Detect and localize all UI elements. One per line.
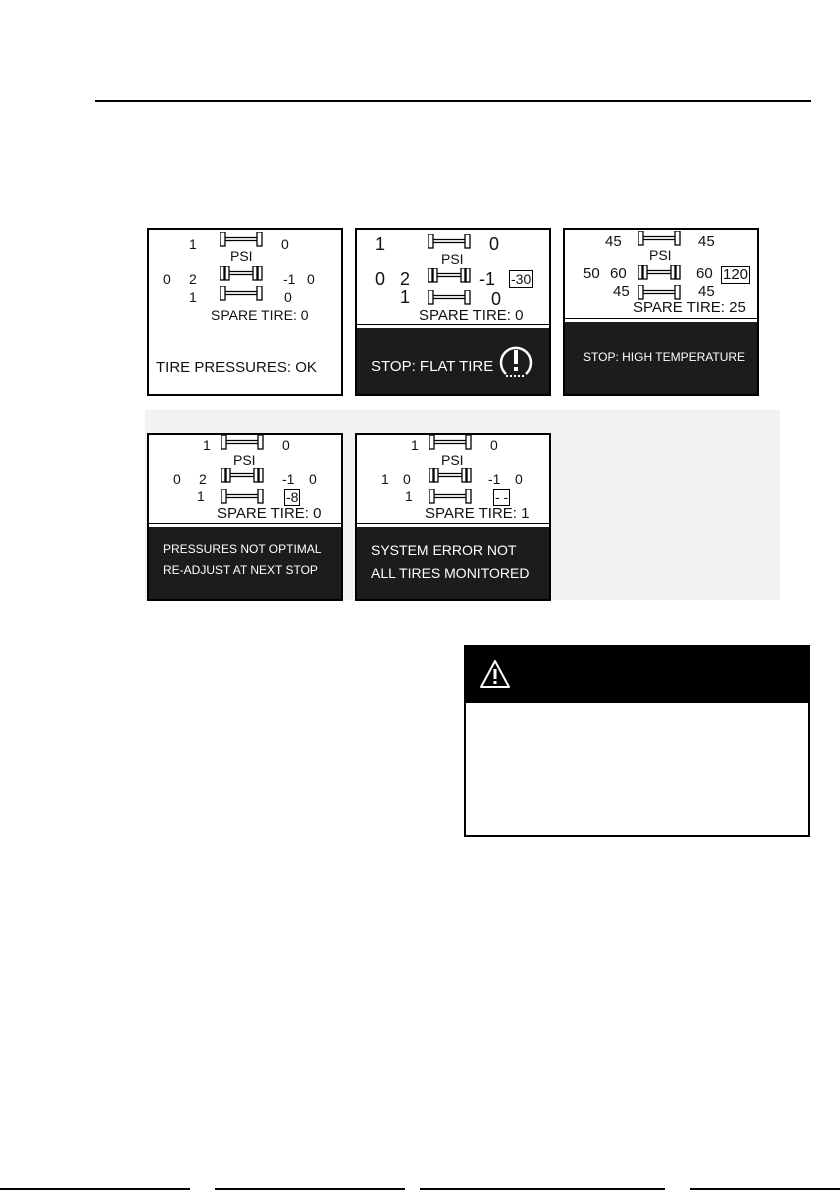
front-axle-icon	[221, 435, 265, 451]
rear-left-value: 45	[613, 283, 630, 300]
mid-axle-icon	[638, 265, 682, 281]
front-axle-icon	[428, 234, 472, 250]
psi-label: PSI	[649, 247, 672, 263]
rear-axle-icon	[428, 290, 472, 306]
front-axle-icon	[220, 232, 264, 248]
rear-left-value: 1	[400, 287, 411, 307]
rear-right-alert-value: -8	[286, 489, 299, 505]
alert-bar	[565, 322, 757, 394]
page-bottom-edge	[690, 1188, 840, 1190]
mid-right-outer-alert-value: -30	[511, 271, 532, 287]
psi-label: PSI	[441, 251, 464, 267]
page-bottom-edge	[0, 1188, 190, 1190]
front-axle-icon	[638, 231, 682, 247]
front-left-value: 45	[605, 233, 622, 250]
spare-tire-value: SPARE TIRE: 0	[211, 307, 309, 323]
psi-label: PSI	[230, 248, 253, 264]
alert-bar	[149, 527, 341, 599]
mid-left-outer-value: 50	[583, 265, 600, 282]
rear-right-value: 0	[284, 289, 292, 305]
warning-box	[464, 645, 810, 837]
spare-tire-value: SPARE TIRE: 0	[419, 307, 524, 324]
mid-right-outer-value: 0	[309, 471, 317, 487]
display-panel-system-error	[355, 433, 551, 601]
mid-axle-icon	[428, 268, 472, 284]
spare-tire-value: SPARE TIRE: 25	[633, 299, 746, 316]
mid-right-inner-value: -1	[282, 471, 295, 487]
front-right-value: 0	[489, 234, 500, 254]
mid-left-inner-value: 0	[403, 471, 411, 487]
display-panel-ok	[147, 228, 343, 396]
mid-left-outer-value: 0	[163, 271, 171, 287]
mid-left-inner-value: 2	[199, 471, 207, 487]
status-message-line2: ALL TIRES MONITORED	[371, 565, 530, 581]
separator	[357, 523, 549, 524]
mid-right-outer-value: 0	[515, 471, 523, 487]
mid-right-outer-value: 0	[307, 271, 315, 287]
separator	[149, 523, 341, 524]
status-message-line1: SYSTEM ERROR NOT	[371, 542, 517, 558]
warning-triangle-icon	[478, 658, 512, 690]
mid-left-inner-value: 2	[400, 269, 411, 289]
rear-left-value: 1	[189, 289, 197, 305]
status-message: STOP: FLAT TIRE	[371, 358, 494, 375]
rear-left-value: 1	[405, 488, 413, 504]
mid-right-inner-value: 60	[696, 265, 713, 282]
mid-left-outer-value: 0	[375, 269, 386, 289]
header-rule	[95, 100, 811, 102]
mid-left-inner-value: 60	[610, 265, 627, 282]
mid-axle-icon	[429, 468, 473, 484]
mid-right-outer-alert-value: 120	[723, 266, 749, 283]
mid-right-inner-value: -1	[283, 271, 296, 287]
rear-axle-icon	[221, 489, 265, 505]
display-panel-pressures-not-optimal	[147, 433, 343, 601]
display-panel-high-temperature	[563, 228, 759, 396]
spare-tire-value: SPARE TIRE: 1	[425, 505, 530, 522]
status-message-line2: RE-ADJUST AT NEXT STOP	[163, 563, 318, 577]
rear-axle-icon	[429, 489, 473, 505]
separator	[565, 318, 757, 319]
rear-right-value: 0	[491, 289, 502, 309]
alert-bar	[357, 527, 549, 599]
front-right-value: 0	[281, 236, 289, 252]
status-message-line1: PRESSURES NOT OPTIMAL	[163, 542, 322, 556]
status-message: STOP: HIGH TEMPERATURE	[583, 350, 746, 364]
front-right-value: 0	[282, 437, 290, 453]
rear-right-value: 45	[698, 283, 715, 300]
front-axle-icon	[429, 435, 473, 451]
front-left-value: 1	[203, 437, 211, 453]
status-message: TIRE PRESSURES: OK	[156, 359, 317, 376]
display-panel-flat-tire	[355, 228, 551, 396]
mid-axle-icon	[221, 468, 265, 484]
front-right-value: 0	[490, 437, 498, 453]
front-left-value: 1	[411, 437, 419, 453]
mid-right-inner-value: -1	[488, 471, 501, 487]
psi-label: PSI	[233, 452, 256, 468]
alert-bar	[357, 328, 549, 394]
mid-left-outer-value: 0	[173, 471, 181, 487]
front-left-value: 1	[189, 236, 197, 252]
psi-label: PSI	[441, 452, 464, 468]
warning-header	[466, 647, 808, 703]
rear-right-missing-value: - -	[495, 489, 509, 505]
mid-left-outer-value: 1	[381, 471, 389, 487]
front-left-value: 1	[375, 234, 386, 254]
mid-axle-icon	[220, 266, 264, 282]
spare-tire-value: SPARE TIRE: 0	[217, 505, 322, 522]
rear-axle-icon	[220, 286, 264, 302]
page-bottom-edge	[420, 1188, 665, 1190]
mid-left-inner-value: 2	[189, 271, 197, 287]
separator	[357, 324, 549, 325]
front-right-value: 45	[698, 233, 715, 250]
mid-right-inner-value: -1	[479, 269, 496, 289]
rear-left-value: 1	[197, 488, 205, 504]
page-bottom-edge	[215, 1188, 405, 1190]
tire-pressure-warning-icon	[497, 342, 535, 380]
